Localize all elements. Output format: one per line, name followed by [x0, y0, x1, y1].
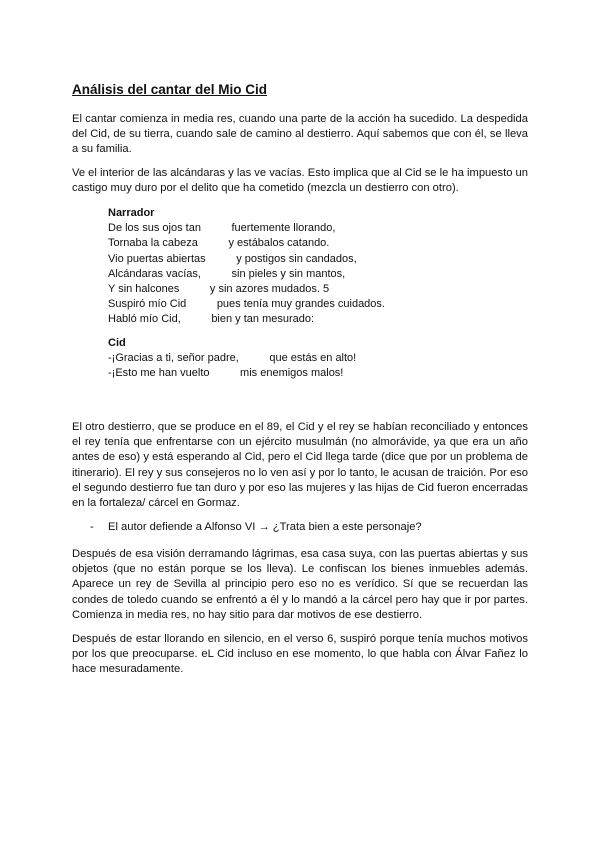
poem-line: Tornaba la cabeza y estábalos catando. [108, 237, 330, 250]
poem-heading-cid: Cid [108, 337, 126, 349]
poem-line: -¡Esto me han vuelto mis enemigos malos! [108, 367, 344, 380]
poem-line: De los sus ojos tan fuertemente llorando, [108, 222, 336, 235]
paragraph-llorando: Después de estar llorando en silencio, en el verso 6, suspiró porque tenía muchos motivos por los que preocuparse. eL Cid incluso en ese momento, lo que habla con Álvar Fañez lo hace mesuradamente. [72, 633, 528, 676]
poem-line: -¡Gracias a ti, señor padre, que estás en alto! [108, 352, 357, 365]
paragraph-alcandaras: Ve el interior de las alcándaras y las ve vacías. Esto implica que al Cid se le ha impuesto un castigo muy duro por el delito que ha cometido (mezcla un destierro con otro). [72, 167, 528, 195]
bullet-text: El autor defiende a Alfonso VI → ¿Trata bien a este personaje? [108, 521, 422, 533]
paragraph-intro: El cantar comienza in media res, cuando una parte de la acción ha sucedido. La despedida del Cid, de su tierra, cuando sale de camino al destierro. Aquí sabemos que con él, se lleva a su familia. [72, 113, 528, 156]
poem-heading-narrador: Narrador [108, 207, 155, 219]
poem-line: Vio puertas abiertas y postigos sin candados, [108, 252, 357, 265]
page-title: Análisis del cantar del Mio Cid [72, 82, 268, 97]
poem-narrador [108, 206, 385, 328]
paragraph-segundo-destierro: El otro destierro, que se produce en el 89, el Cid y el rey se habían reconciliado y entonces el rey tenía que enfrentarse con un ejército musulmán (no almorávide, ya que era un año antes de eso) y está esperando al Cid, pero el Cid llega tarde (dice que por un problema de itinerario). El rey y sus consejeros no lo ven así y por lo tanto, le acusan de traición. Por eso el segundo destierro fue tan duro y por eso las mujeres y las hijas de Cid fueron encerradas en la fortaleza/ cárcel en Gormaz. [72, 421, 528, 510]
poem-line: Y sin halcones y sin azores mudados. 5 [108, 283, 330, 296]
poem-line: Alcándaras vacías, sin pieles y sin mantos, [108, 267, 346, 280]
poem-cid [108, 336, 356, 382]
poem-line: Habló mío Cid, bien y tan mesurado: [108, 313, 315, 326]
poem-line: Suspiró mío Cid pues tenía muy grandes cuidados. [108, 298, 385, 311]
bullet-dash: - [90, 521, 94, 533]
bullet-item [90, 520, 422, 535]
paragraph-vision: Después de esa visión derramando lágrimas, esa casa suya, con las puertas abiertas y sus objetos (que no están porque se los lleva). Le confiscan los bienes inmuebles además. Aparece un rey de Sevilla al principio pero eso no es verídico. Sí que se recuerdan las condes de toledo cuando se enfrentó a él y lo mandó a la cárcel pero hay que ir por partes. Comienza in media res, no hay sitio para dar motivos de ese destierro. [72, 548, 528, 621]
